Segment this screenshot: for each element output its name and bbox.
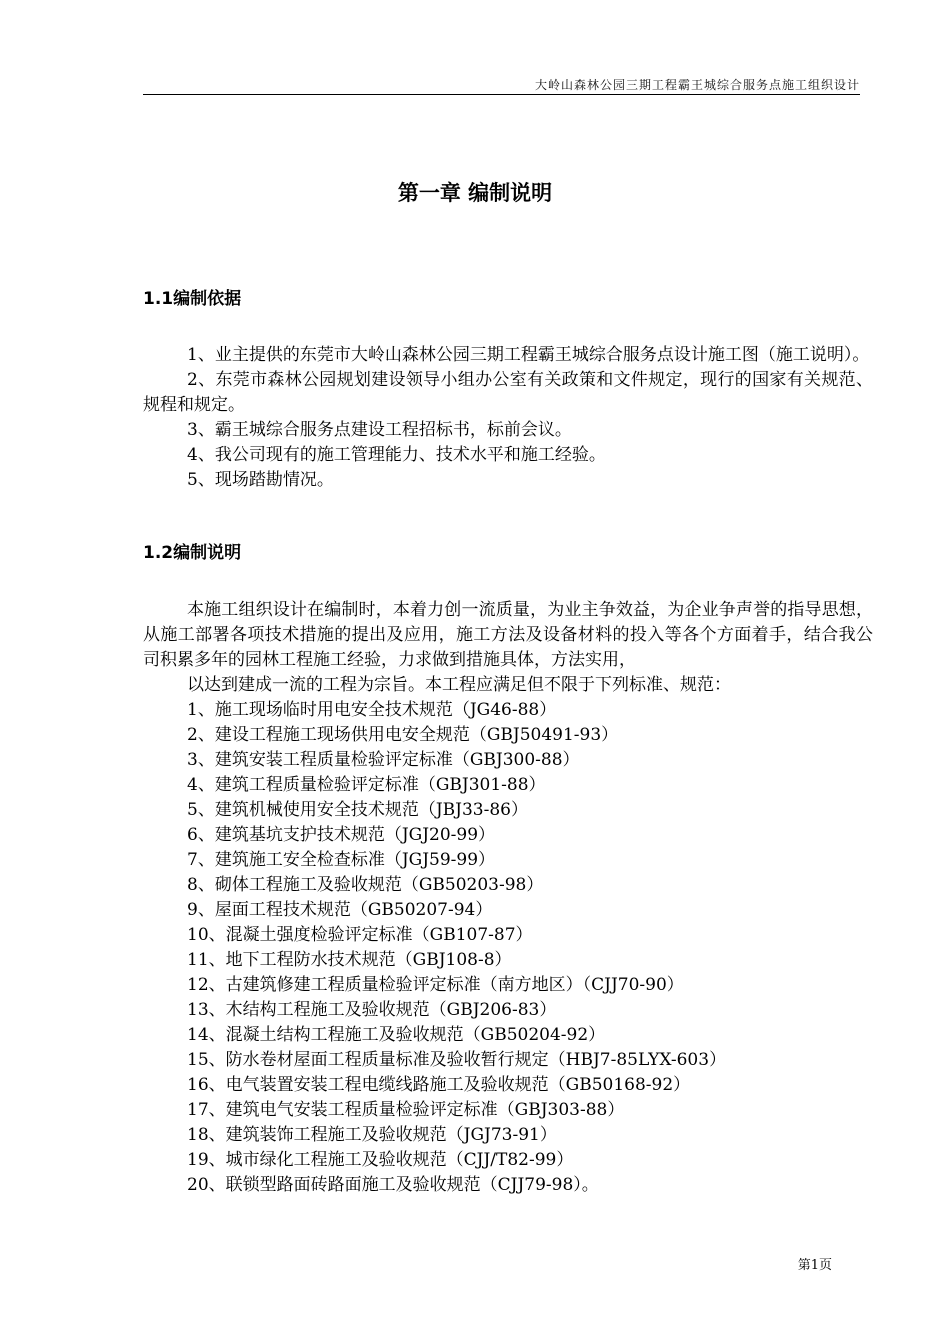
standard-item: 6、建筑基坑支护技术规范（JGJ20-99）	[187, 825, 496, 845]
standard-item: 12、古建筑修建工程质量检验评定标准（南方地区）（CJJ70-90）	[187, 975, 684, 995]
basis-item: 5、现场踏勘情况。	[187, 470, 334, 490]
standard-item: 13、木结构工程施工及验收规范（GBJ206-83）	[187, 1000, 557, 1020]
standard-item: 8、砌体工程施工及验收规范（GB50203-98）	[187, 875, 544, 895]
basis-item: 1、业主提供的东莞市大岭山森林公园三期工程霸王城综合服务点设计施工图（施工说明）。	[187, 345, 870, 365]
standard-item: 16、电气装置安装工程电缆线路施工及验收规范（GB50168-92）	[187, 1075, 691, 1095]
running-header: 大岭山森林公园三期工程霸王城综合服务点施工组织设计	[534, 78, 860, 92]
standard-item: 9、屋面工程技术规范（GB50207-94）	[187, 900, 493, 920]
basis-paragraphs	[143, 343, 873, 493]
standard-item: 20、联锁型路面砖路面施工及验收规范（CJJ79-98）。	[187, 1175, 599, 1195]
standard-item: 2、建设工程施工现场供用电安全规范（GBJ50491-93）	[187, 725, 619, 745]
basis-item: 3、霸王城综合服务点建设工程招标书，标前会议。	[187, 420, 572, 440]
standard-item: 7、建筑施工安全检查标准（JGJ59-99）	[187, 850, 496, 870]
standard-item: 15、防水卷材屋面工程质量标准及验收暂行规定（HBJ7-85LYX-603）	[187, 1050, 727, 1070]
standard-item: 14、混凝土结构工程施工及验收规范（GB50204-92）	[187, 1025, 606, 1045]
header-divider	[143, 94, 860, 95]
page-number: 第1页	[797, 1258, 832, 1273]
standard-item: 19、城市绿化工程施工及验收规范（CJJ/T82-99）	[187, 1150, 574, 1170]
standard-item: 1、施工现场临时用电安全技术规范（JG46-88）	[187, 700, 557, 720]
section-title-basis: 1.1编制依据	[143, 289, 242, 309]
chapter-title: 第一章 编制说明	[397, 181, 553, 205]
basis-item: 2、东莞市森林公园规划建设领导小组办公室有关政策和文件规定，现行的国家有关规范、规程和规定。	[143, 370, 873, 415]
description-body	[143, 598, 873, 1198]
standard-item: 5、建筑机械使用安全技术规范（JBJ33-86）	[187, 800, 528, 820]
standards-lead: 以达到建成一流的工程为宗旨。本工程应满足但不限于下列标准、规范：	[187, 675, 731, 695]
standard-item: 4、建筑工程质量检验评定标准（GBJ301-88）	[187, 775, 546, 795]
section-title-description: 1.2编制说明	[143, 543, 242, 563]
standard-item: 11、地下工程防水技术规范（GBJ108-8）	[187, 950, 512, 970]
standard-item: 10、混凝土强度检验评定标准（GB107-87）	[187, 925, 533, 945]
description-intro: 本施工组织设计在编制时，本着力创一流质量，为业主争效益，为企业争声誉的指导思想，从施工部署各项技术措施的提出及应用，施工方法及设备材料的投入等各个方面着手，结合我公司积累多年的园林工程施工经验，力求做到措施具体，方法实用，	[143, 600, 873, 670]
basis-item: 4、我公司现有的施工管理能力、技术水平和施工经验。	[187, 445, 606, 465]
standard-item: 18、建筑装饰工程施工及验收规范（JGJ73-91）	[187, 1125, 557, 1145]
standard-item: 17、建筑电气安装工程质量检验评定标准（GBJ303-88）	[187, 1100, 625, 1120]
standard-item: 3、建筑安装工程质量检验评定标准（GBJ300-88）	[187, 750, 580, 770]
